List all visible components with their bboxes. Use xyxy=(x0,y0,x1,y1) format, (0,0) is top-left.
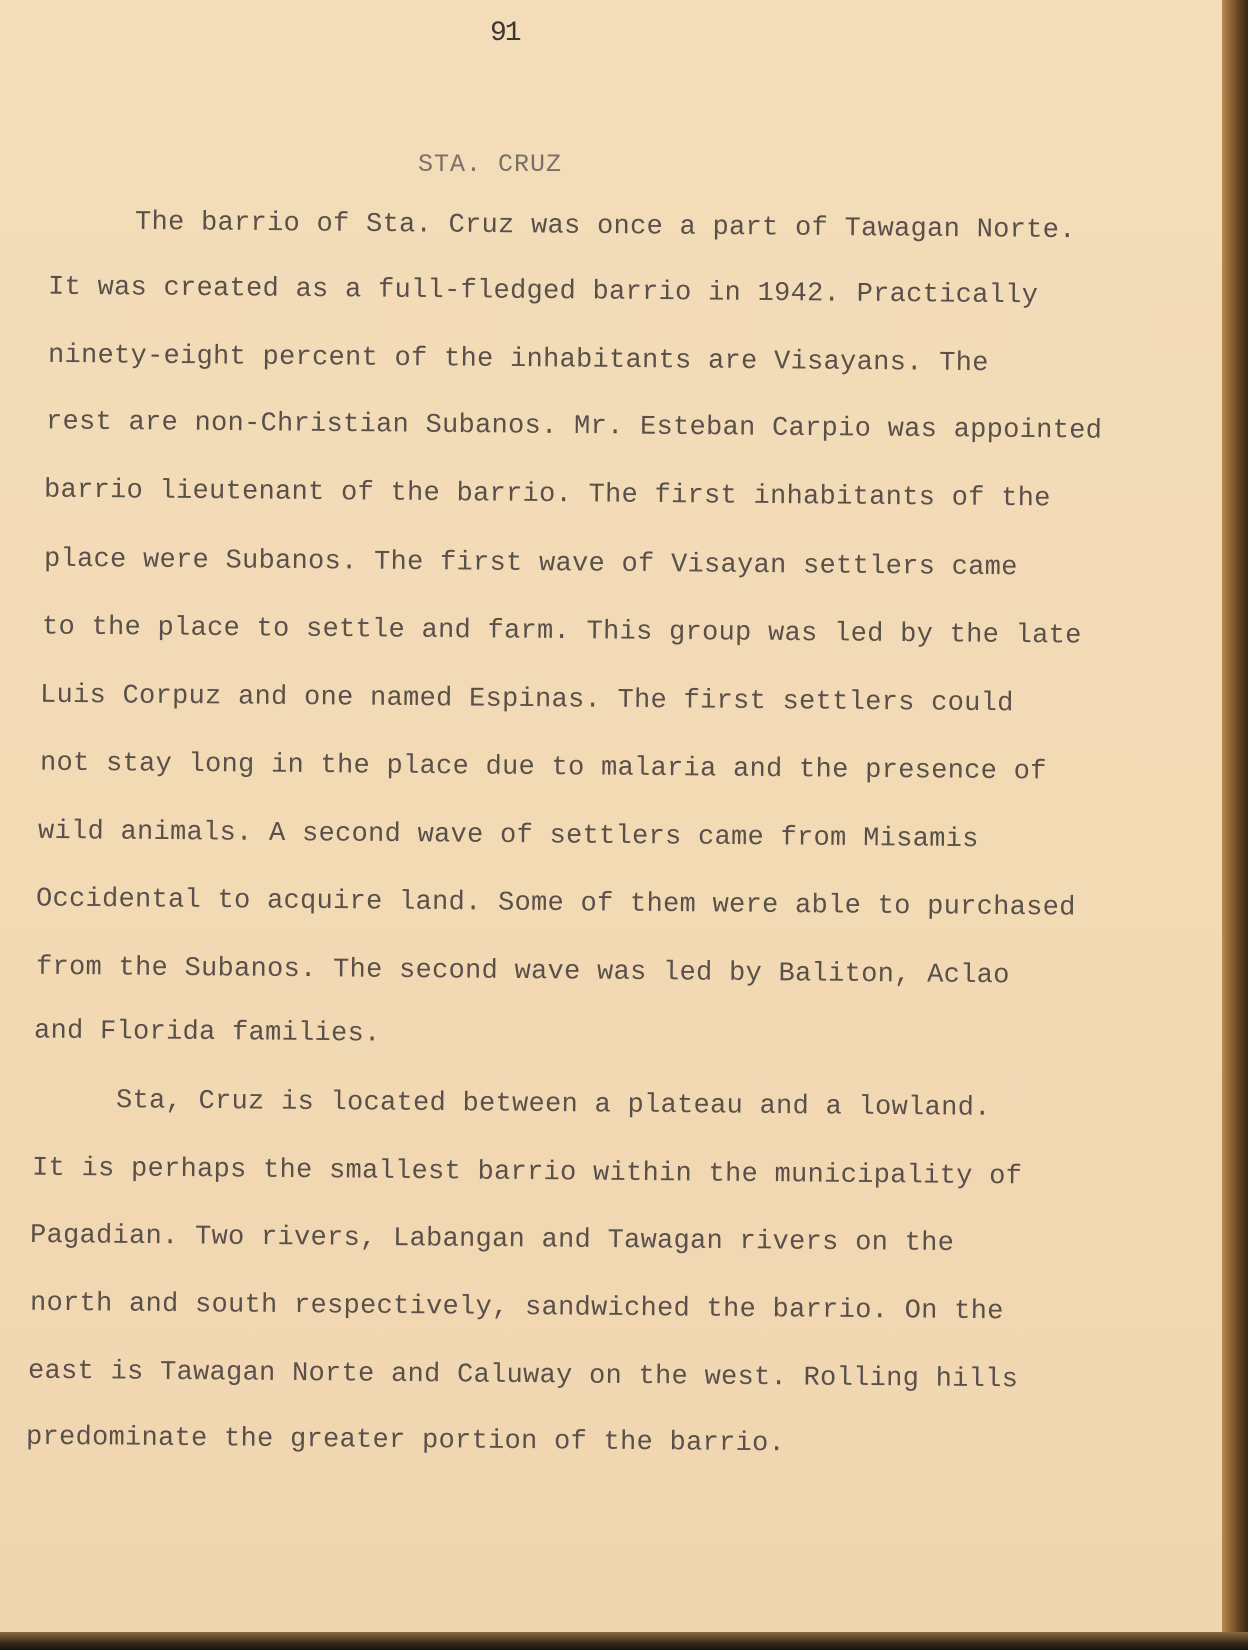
text-line: north and south respectively, sandwiched the barrio. On the xyxy=(29,1288,1004,1328)
text-line: predominate the greater portion of the barrio. xyxy=(25,1422,786,1460)
text-line: place were Subanos. The first wave of Visayan settlers came xyxy=(43,544,1018,584)
text-line: from the Subanos. The second wave was led by Baliton, Aclao xyxy=(35,952,1010,992)
text-line: not stay long in the place due to malaria and the presence of xyxy=(39,748,1047,788)
text-line: Sta, Cruz is located between a plateau and a lowland. xyxy=(115,1086,991,1124)
page-number: 91 xyxy=(490,18,520,49)
text-line: Luis Corpuz and one named Espinas. The first settlers could xyxy=(39,680,1014,720)
text-line: It was created as a full-fledged barrio in 1942. Practically xyxy=(47,272,1039,312)
page-heading: STA. CRUZ xyxy=(418,150,563,179)
text-line: and Florida families. xyxy=(33,1016,381,1050)
text-line: ninety-eight percent of the inhabitants are Visayans. The xyxy=(47,340,989,380)
text-line: It is perhaps the smallest barrio within the municipality of xyxy=(31,1153,1023,1193)
text-line: Pagadian. Two rivers, Labangan and Tawagan rivers on the xyxy=(29,1220,955,1260)
text-line: barrio lieutenant of the barrio. The first inhabitants of the xyxy=(43,475,1051,515)
text-line: rest are non-Christian Subanos. Mr. Esteban Carpio was appointed xyxy=(45,407,1103,447)
text-line: Occidental to acquire land. Some of them were able to purchased xyxy=(35,884,1076,924)
text-line: wild animals. A second wave of settlers came from Misamis xyxy=(37,816,979,856)
book-binding-edge xyxy=(1222,0,1248,1650)
page-bottom-edge xyxy=(0,1632,1248,1650)
text-line: east is Tawagan Norte and Caluway on the west. Rolling hills xyxy=(27,1356,1019,1396)
text-line: The barrio of Sta. Cruz was once a part of Tawagan Norte. xyxy=(134,207,1076,247)
text-line: to the place to settle and farm. This group was led by the late xyxy=(41,612,1082,652)
